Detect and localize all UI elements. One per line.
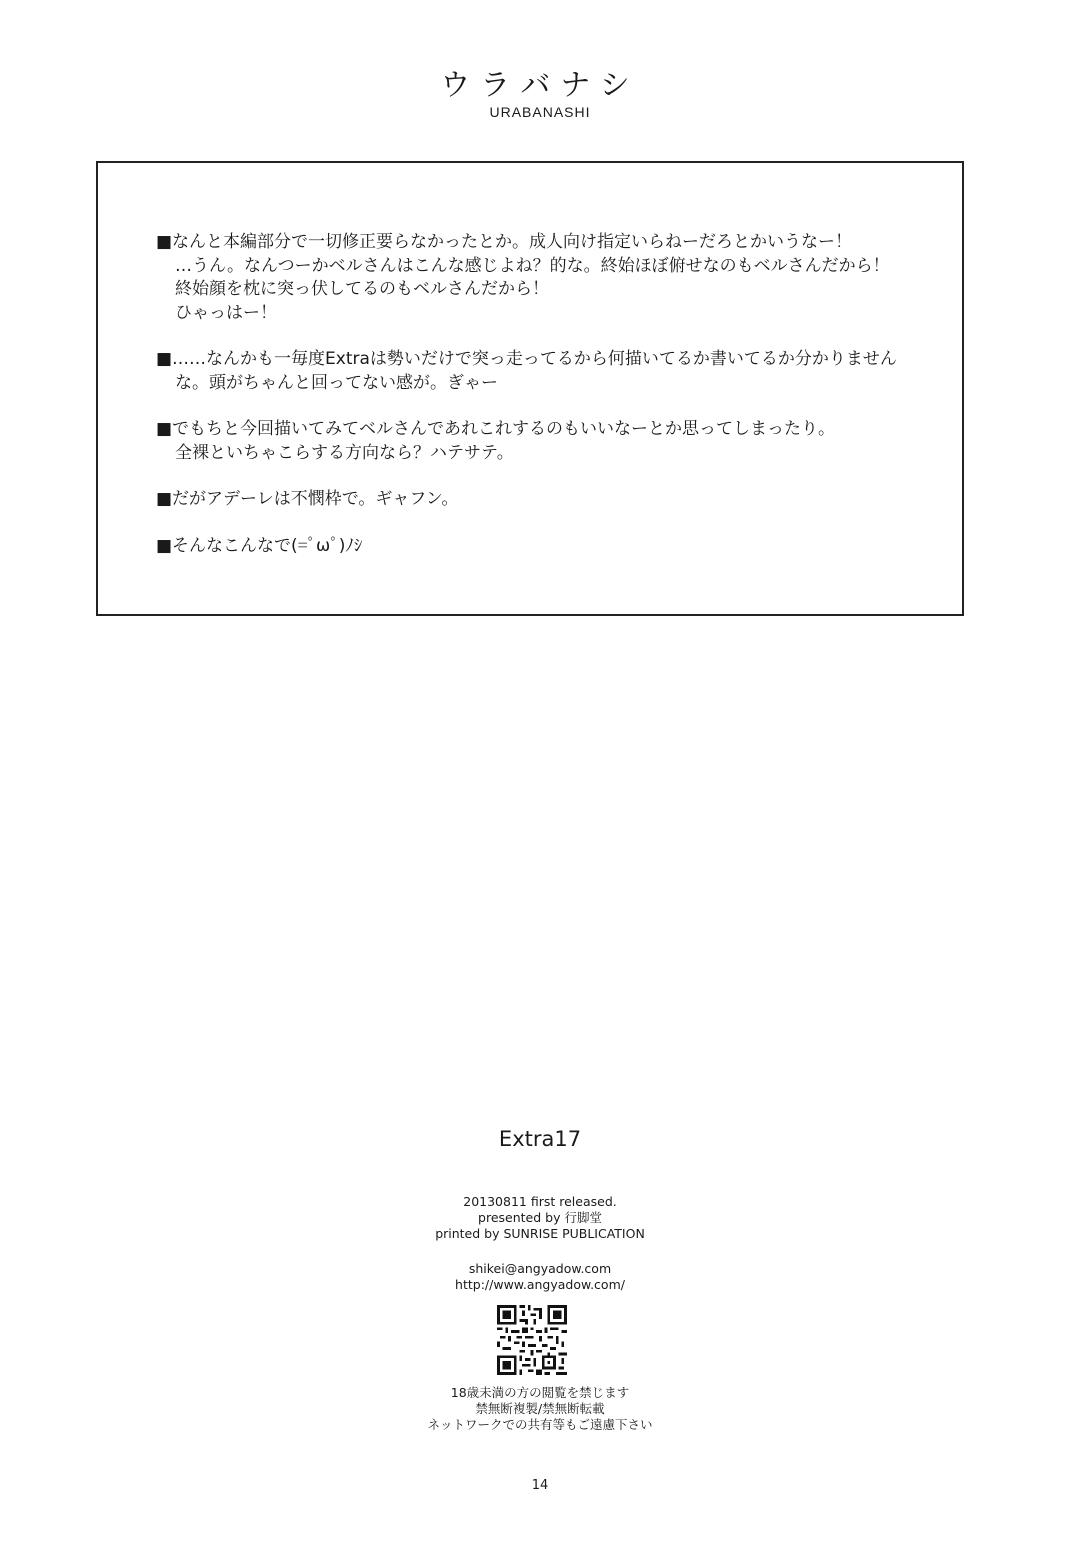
note-line: …うん。なんつーかベルさんはこんな感じよね？的な。終始ほぼ俯せなのもベルさんだから！ bbox=[175, 255, 890, 276]
sharing-warning: ネットワークでの共有等もご遠慮下さい bbox=[427, 1417, 653, 1432]
age-warning: 18歳未満の方の閲覧を禁じます bbox=[450, 1385, 630, 1400]
contact-email[interactable]: shikei@angyadow.com bbox=[468, 1261, 612, 1276]
note-line: 終始顔を枕に突っ伏してるのもベルさんだから！ bbox=[175, 279, 549, 299]
note-line: ■そんなこんなで(=ﾟωﾟ)ﾉｼ bbox=[156, 535, 363, 556]
website-link[interactable]: http://www.angyadow.com/ bbox=[455, 1277, 625, 1292]
qr-code-icon bbox=[497, 1305, 567, 1375]
usage-warnings bbox=[0, 1385, 1080, 1433]
note-item bbox=[156, 348, 926, 395]
note-line: な。頭がちゃんと回ってない感が。ぎゃー bbox=[175, 372, 498, 393]
note-line: ■……なんかも一毎度Extraは勢いだけで突っ走ってるから何描いてるか書いてるか分かりません bbox=[156, 349, 897, 369]
note-line: 全裸といちゃこらする方向なら？ハテサテ。 bbox=[175, 442, 514, 463]
note-line: ひゃっはー！ bbox=[175, 302, 277, 323]
page-number: 14 bbox=[531, 1478, 549, 1493]
release-date: 20130811 first released. bbox=[463, 1194, 617, 1209]
note-line: ■でもちと今回描いてみてベルさんであれこれするのもいいなーとか思ってしまったり。 bbox=[156, 419, 836, 439]
note-item bbox=[156, 488, 926, 512]
page-title-japanese: ウラバナシ bbox=[440, 68, 640, 103]
copy-warning: 禁無断複製/禁無断転載 bbox=[475, 1401, 605, 1416]
note-line: ■なんと本編部分で一切修正要らなかったとか。成人向け指定いらねーだろとかいうなー！ bbox=[156, 232, 853, 252]
book-title: Extra17 bbox=[498, 1127, 582, 1151]
note-item bbox=[156, 231, 926, 325]
page-title-english: URABANASHI bbox=[489, 104, 591, 120]
printed-by: printed by SUNRISE PUBLICATION bbox=[435, 1226, 645, 1241]
presented-by: presented by 行脚堂 bbox=[478, 1210, 602, 1225]
note-line: ■だがアデーレは不憫枠で。ギャフン。 bbox=[156, 489, 459, 509]
note-item bbox=[156, 535, 926, 559]
notes-list bbox=[156, 231, 926, 581]
contact-info bbox=[0, 1261, 1080, 1293]
note-item bbox=[156, 418, 926, 465]
publication-info bbox=[0, 1194, 1080, 1242]
